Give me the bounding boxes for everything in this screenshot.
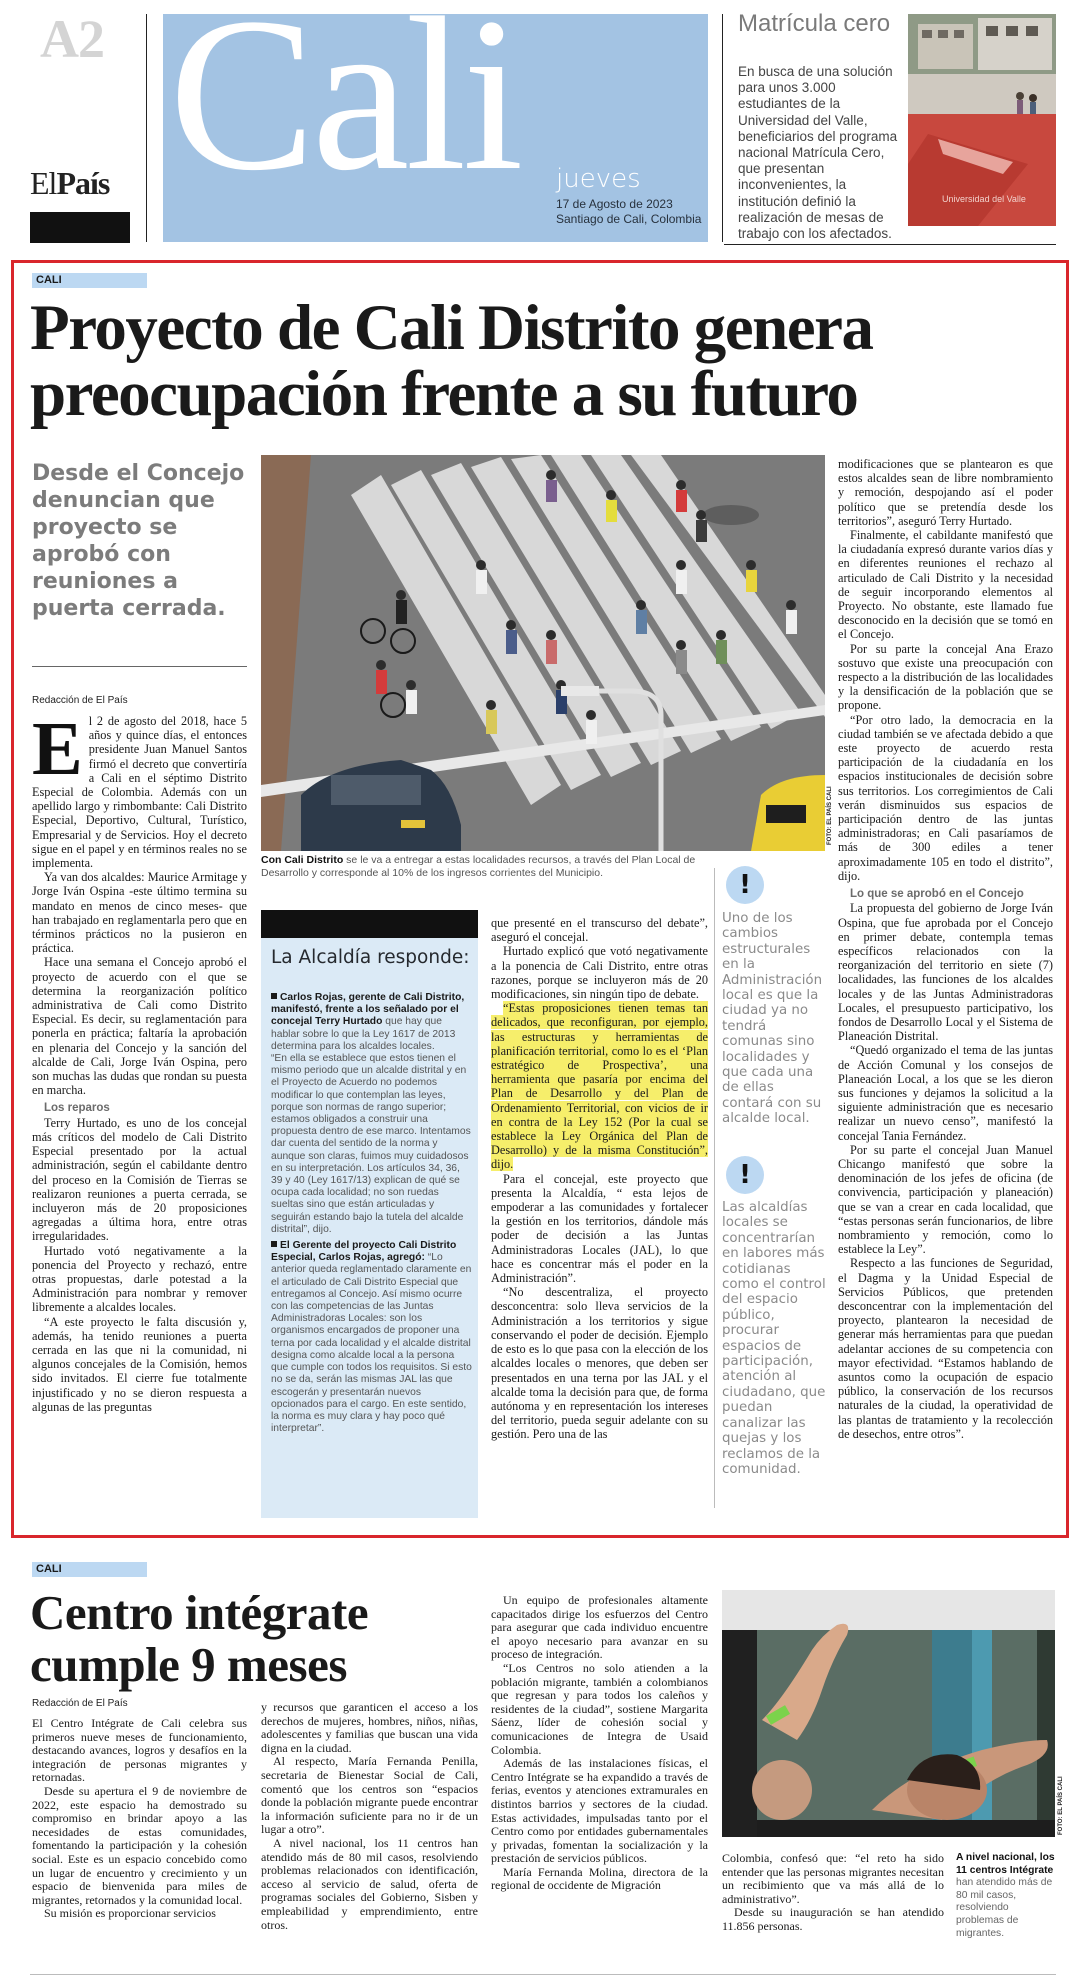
highlight: “Estas proposiciones tienen temas tan delicados, que reconfiguran, por ejemplo, las estructuras y herramientas de planificación territorial, como lo es el ‘Plan estratégico de Prospectiva’, una herramienta que pasaría por encima del Plan de Desarrollo y del Plan de Ordenamiento Territorial, con vicios de ir en contra de la Ley 152 (Por la cual se establece la Ley Orgánica del Plan de Desarrollo) y de la misma Constitución”, dijo. xyxy=(491,1001,708,1172)
sidebar-item xyxy=(271,1240,473,1435)
paragraph: “Quedó organizado el tema de las juntas de Acción Comunal y los consejos de Planeación Local, a los que se les dieron sus funciones y dejamos la solicitud a la siguiente administración que es necesario realizar un nuevo censo”, manifestó la concejal Tania Fernández. xyxy=(838,1043,1053,1143)
issue-day: jueves xyxy=(556,164,641,194)
brand-prefix: El xyxy=(30,165,57,201)
paragraph: Además de las instalaciones físicas, el Centro Intégrate se ha expandido a través de ferias, eventos y atenciones extramurales en distintos barrios y sectores de la ciudad. Estas actividades, impulsadas tanto por el Centro como por entidades gubernamentales y privadas, fomentan la socialización y la prestación de servicios públicos. xyxy=(491,1756,708,1866)
sidebar-box xyxy=(261,910,478,1518)
paragraph: Un equipo de profesionales altamente capacitados dirige los esfuerzos del Centro para asegurar que cada individuo encuentre el apoyo necesario para avanzar en su proceso de integración. xyxy=(491,1593,708,1662)
article-column-3 xyxy=(491,916,708,1442)
issue-date-block xyxy=(556,197,701,227)
factbox-text: Las alcaldías locales se concentrarían en labores más cotidianas como el control del espacio público, procurar espacios de participación, atención al ciudadano, que puedan canalizar las quejas y los reclamos de la comunidad. xyxy=(722,1200,826,1477)
photo-credit: FOTO: EL PAÍS CALI xyxy=(1058,1776,1064,1835)
teaser-photo[interactable] xyxy=(908,14,1056,226)
caption-text: han atendido más de 80 mil casos, resolviendo problemas de migrantes. xyxy=(956,1877,1053,1939)
sidebar-item-text: “Lo anterior queda reglamentado claramente en el articulado de Cali Distrito Especial que entregamos al Concejo. Así mismo ocurre con las competencias de las Juntas Administradoras Locales: son los organismos encargados de proponer una terna por cada localidad y el alcalde distrital designa como alcalde local a la persona que cumple con todos los requisitos. Si esto no se da, serán las mismas JAL las que escogerán y presentarán nuevos opcionados para el cargo. En este sentido, la norma es muy clara y hay poco qué interpretar”. xyxy=(271,1252,472,1435)
paragraph: María Fernanda Molina, directora de la regional de occidente de Migración xyxy=(491,1864,708,1893)
teaser-body: En busca de una solución para unos 3.000 estudiantes de la Universidad del Valle, beneficiarios del programa nacional Matrícula Cero, que presentan inconvenientes, la institución definió la realización de mesas de trabajo con los afectados. xyxy=(738,64,898,242)
photo-caption xyxy=(261,854,716,880)
brand-suffix: País xyxy=(56,165,110,201)
page-number: A2 xyxy=(40,9,104,69)
crosswalk-photo xyxy=(261,455,825,851)
campus-photo xyxy=(908,14,1056,226)
article-column-4 xyxy=(722,1852,944,1934)
section-banner xyxy=(163,14,708,242)
paragraph: “Por otro lado, la democracia en la ciudad también se ve afectada debido a que este proyecto de acuerdo resta participación de la ciudadanía en los espacios institucionales de decisión sobre sus territorios. Los corregimientos de Cali verán disminuidos sus espacios de participación dentro de las juntas administradoras; en Cali pasaríamos de más de 300 ediles a tener aproximadamente 105 en todo el distrito”, dijo. xyxy=(838,712,1053,883)
paragraph: que presenté en el transcurso del debate”, aseguró el concejal. xyxy=(491,916,708,945)
divider xyxy=(146,14,147,242)
article-column-2 xyxy=(261,1701,478,1932)
paragraph: Finalmente, el cabildante manifestó que la ciudadanía expresó durante varios días y en diferentes reuniones el rechazo al articulado de Cali Distrito y la necesidad de seguir incorporando elementos al Proyecto. No obstante, este llamado fue desconocido en la decisión que se tomó en el Concejo. xyxy=(838,528,1053,642)
drop-cap: E xyxy=(32,707,83,791)
paragraph: “A este proyecto le falta discusión y, además, ha tenido reuniones a puerta cerrada en las que ni la comunidad, ni algunos concejales de la Comisión, hemos sido invitados. El cierre fue totalmente injustificado y no se dieron respuesta a algunas de las preguntas xyxy=(32,1314,247,1414)
caption-lead: Con Cali Distrito xyxy=(261,854,344,866)
issue-date: 17 de Agosto de 2023 xyxy=(556,197,673,211)
article-column-1 xyxy=(32,1717,247,1921)
paragraph: Hurtado explicó que votó negativamente a la ponencia de Cali Distrito, entre otras razones, porque se incluyeron más de 20 modificaciones, sin ningún tipo de debate. xyxy=(491,944,708,1002)
subhead: Los reparos xyxy=(44,1102,110,1115)
divider xyxy=(722,14,723,242)
paragraph-text: l 2 de agosto del 2018, hace 5 años y quince días, el entonces presidente Juan Manuel Santos firmó el decreto que convertiría a Cali en el séptimo Distrito Especial de Colombia. Además con un apellido largo y rimbombante: Cali Distrito Especial, Deportivo, Cultural, Turístico, Empresarial y de Servicios. Hoy el decreto sigue en el papel y en términos reales no se implementa. xyxy=(32,714,247,871)
paragraph: “Los Centros no solo atienden a la población migrante, también a colombianos que regresan y para todos los caleños y residentes de la ciudad”, sostiene Margarita Sáenz, líder de cohesión social y comunicaciones de Integra de Usaid Colombia. xyxy=(491,1660,708,1757)
sign-text: Universidad del Valle xyxy=(942,194,1026,204)
brand-logo xyxy=(30,165,109,202)
article-column-1 xyxy=(32,707,247,1414)
paragraph: Colombia, confesó que: “el reto ha sido entender que las personas migrantes necesitan un recibimiento que va más allá de lo administrativo”. xyxy=(722,1851,944,1906)
bullet-square-icon xyxy=(271,1241,277,1247)
paragraph: Terry Hurtado, es uno de los concejal más críticos del modelo de Cali Distrito Especial presentado por la actual administración, según el cabildante dentro del proceso en la Comisión de Tierras se realizaron reuniones a puerta cerrada, se incluyeron más de 20 proposiciones agregadas a última hora, entre otras irregularidades. xyxy=(32,1115,247,1244)
article-headline: Proyecto de Cali Distrito genera preocupación frente a su futuro xyxy=(30,292,873,430)
brand-bar xyxy=(30,212,130,243)
sidebar-item-lead: El Gerente del proyecto Cali Distrito Especial, Carlos Rojas, agregó: xyxy=(271,1240,457,1264)
section-tag: CALI xyxy=(32,273,147,288)
section-name: Cali xyxy=(169,14,520,216)
sidebar-quote: “En ella se establece que estos tienen el mismo periodo que un alcalde distrital y en el Proyecto de Acuerdo no podemos modificar lo que contemplan las leyes, porque son normas de rango superior; estamos obligados a construir una propuesta dentro de ese marco. Intentamos dar cuenta del sentido de la norma y aunque son claras, fuimos muy cuidadosos en su interpretación. Los artículos 34, 36, 39 y 40 (Ley 1617/13) explican de qué se ocupa cada localidad; no son ruedas sueltas sino que están articuladas y seguirán estando bajo la tutela del alcalde distrital”, dijo. xyxy=(271,1053,471,1235)
paragraph: Al respecto, María Fernanda Penilla, secretaria de Bienestar Social de Cali, comentó que los centros son “espacios donde la población migrante puede encontrar la información suficiente para no ir de un lugar a otro”. xyxy=(261,1754,478,1837)
paragraph: Respecto a las funciones de Seguridad, el Dagma y la Unidad Especial de Servicios Públicos, que pretenden desconcentrar con la implementación del proyecto, plantearon la necesidad de generar más herramientas para que puedan adelantar acciones de su competencia con mayor efectividad. “Estamos hablando de asuntos como la ocupación de espacio público, la conservación de los recursos naturales de la ciudad, la operatividad de las plantas de tratamiento y la recolección de desechos, entre otros”. xyxy=(838,1256,1053,1441)
divider xyxy=(32,666,247,667)
factbox-text: Uno de los cambios estructurales en la Administración local es que la ciudad ya no tendrá comunas sino localidades y que cada una de ellas contará con su alcalde local. xyxy=(722,911,823,1127)
paragraph: Para el concejal, este proyecto que presenta la Alcaldía, “ esta lejos de empoderar a las comunidades y fortalecer la gestión en los territorios, dándole más poder de decisión a las Juntas Administradoras Locales (JAL), lo que hace es concentrar más el poder en la Administración”. xyxy=(491,1171,708,1286)
paragraph: El Centro Intégrate de Cali celebra sus primeros nueve meses de funcionamiento, destacando avances, logros y desafíos en la integración de personas migrantes y retornadas. xyxy=(32,1716,247,1785)
photo-caption xyxy=(956,1852,1056,1940)
sidebar-body xyxy=(271,992,473,1435)
paragraph: Desde su apertura el 9 de noviembre de 2022, este espacio ha demostrado su compromiso en brindar apoyo a las necesidades de estas comunidades, fomentando la participación y la cohesión social. Este es un espacio concebido como un lugar de encuentro y crecimiento y un espacio de bienvenida para miles de migrantes, retornados y la comunidad local. xyxy=(32,1783,247,1907)
paragraph: modificaciones que se plantearon es que estos alcaldes sean de libre nombramiento y remoción, despojando así el poder político que se pretendía desde los territorios”, aseguró Terry Hurtado. xyxy=(838,457,1053,528)
paragraph: Por su parte el concejal Juan Manuel Chicango manifestó que sobre la denominación de los jefes de oficina (de convivencia, participación y planeación) que se van a crear en cada localidad, que “estas personas serán funcionarios, de libre nombramiento y remoción, como lo establece la Ley”. xyxy=(838,1142,1053,1257)
sidebar-bar xyxy=(261,910,478,938)
highlighted-paragraph xyxy=(491,1001,708,1171)
caption-text: se le va a entregar a estas localidades recursos, a través del Plan Local de Desarrollo y corresponde al 10% de los ingresos corrientes del Municipio. xyxy=(261,854,696,879)
paragraph: A nivel nacional, los 11 centros han atendido más de 80 mil casos, resolviendo problemas relacionados con identificación, acceso al servicio de salud, oferta de programas sociales del Gobierno, Sisben y empleabilidad y emprendimiento, entre otros. xyxy=(261,1835,478,1932)
article-headline: Centro intégrate cumple 9 meses xyxy=(30,1585,369,1692)
paragraph xyxy=(32,707,247,871)
bus-window-photo[interactable] xyxy=(722,1590,1055,1837)
exclamation-icon: ! xyxy=(726,1156,764,1194)
issue-city: Santiago de Cali, Colombia xyxy=(556,212,702,226)
article-byline: Redacción de El País xyxy=(32,695,128,706)
article-byline: Redacción de El País xyxy=(32,1698,128,1709)
migrants-photo xyxy=(722,1590,1055,1837)
divider xyxy=(724,244,1056,245)
bullet-square-icon xyxy=(271,993,277,999)
section-tag: CALI xyxy=(32,1562,147,1577)
main-photo[interactable] xyxy=(261,455,825,851)
paragraph: y recursos que garanticen el acceso a los derechos de mujeres, hombres, niños, niñas, adolescentes y familias que buscan una vida digna en la ciudad. xyxy=(261,1700,478,1755)
paragraph: Por su parte la concejal Ana Erazo sostuvo que existe una preocupación con respecto a la distribución de las localidades y la densificación de la población que se propone. xyxy=(838,641,1053,713)
article-column-3 xyxy=(491,1594,708,1893)
subhead: Lo que se aprobó en el Concejo xyxy=(850,888,1024,901)
paragraph: Su misión es proporcionar servicios xyxy=(44,1906,216,1921)
paragraph: Ya van dos alcaldes: Maurice Armitage y Jorge Iván Ospina -este último termina su mandato en menos de cinco meses- que han trabajado en reglamentarla pero que en términos prácticos no la pusieron en práctica. xyxy=(32,870,247,956)
sidebar-item xyxy=(271,992,473,1053)
article-deck: Desde el Concejo denuncian que proyecto se aprobó con reuniones a puerta cerrada. xyxy=(32,461,245,621)
teaser-title[interactable]: Matrícula cero xyxy=(738,10,891,37)
photo-credit: FOTO: EL PAÍS CALI xyxy=(827,786,833,845)
paragraph: Hurtado votó negativamente a la ponencia del Proyecto y rechazó, entre otras propuestas, darle potestad a la Administración para nombrar y remover libremente a alcaldes locales. xyxy=(32,1243,247,1315)
caption-lead: A nivel nacional, los 11 centros Intégrate xyxy=(956,1852,1055,1876)
divider xyxy=(30,1974,1056,1975)
divider xyxy=(714,868,715,1508)
paragraph: “No descentraliza, el proyecto desconcentra: solo lleva servicios de la Administración a los territorios y sigue conservando el poder de decisión. Ejemplo de esto es lo que pasa con la elección de los alcaldes locales o menores, que deben ser presentados en una terna por las JAL y el alcalde toma la decisión para que, de forma autónoma y en representación los intereses del territorio, pueda seguir adelante con su gestión. Pero una de las xyxy=(491,1285,708,1442)
masthead xyxy=(0,0,1080,250)
paragraph: Hace una semana el Concejo aprobó el proyecto de acuerdo con el que se determina la reorganización político administrativa de Cali como Distrito Especial. Es decir, su reglamentación para ponerla en práctica; faltaría la aprobación en plenaria del Concejo y la sanción del alcalde de Cali, Jorge Iván Ospina, pero son muchas las dudas que rondan su puesta en marcha. xyxy=(32,955,247,1098)
sidebar-item-text: que hay que hablar sobre lo que la Ley 1617 de 2013 determina para los alcaldes locales. xyxy=(271,1016,456,1052)
article-column-5 xyxy=(838,457,1053,1441)
sidebar-item-lead: Carlos Rojas, gerente de Cali Distrito, manifestó, frente a los señalado por el concejal Terry Hurtado xyxy=(271,992,465,1028)
sidebar-title: La Alcaldía responde: xyxy=(271,947,470,968)
paragraph: La propuesta del gobierno de Jorge Iván Ospina, que fue aprobada por el Concejo en primer debate, contempla temas específicos relacionados con la reorganización del territorio en siete (7) localidades, las funciones de los alcaldes locales y de las Juntas Administradoras Locales, el presupuesto participativo, los fondos de Desarrollo Local y el Sistema de Planeación Distrital. xyxy=(838,901,1053,1044)
paragraph: Desde su inauguración se han atendido 11.856 personas. xyxy=(722,1905,944,1933)
exclamation-icon: ! xyxy=(726,866,764,904)
